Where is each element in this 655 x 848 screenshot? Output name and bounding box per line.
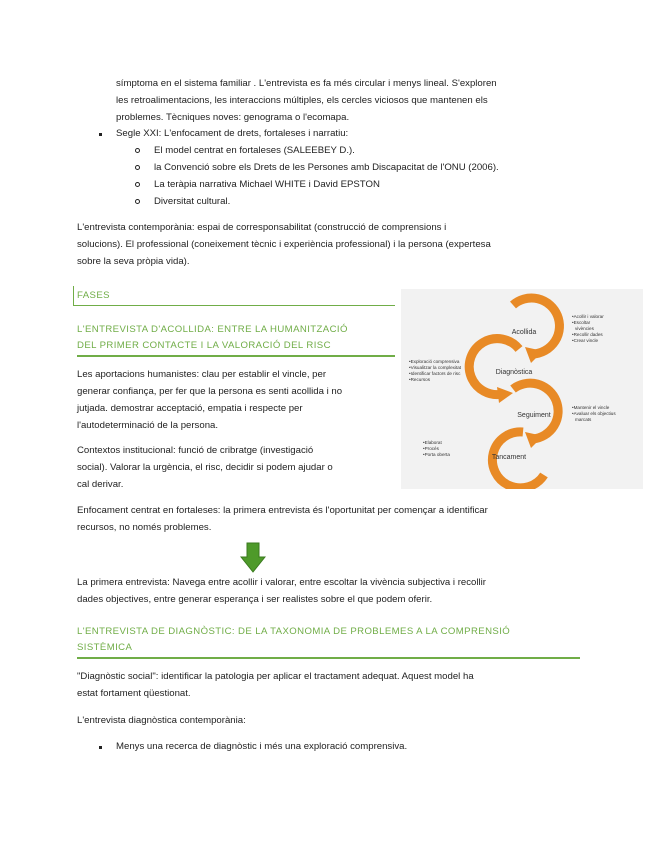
paragraph-line: sobre la seva pròpia vida). — [77, 256, 190, 267]
paragraph-line: estat fortament qüestionat. — [77, 688, 191, 699]
fases-title: FASES — [77, 290, 110, 301]
paragraph-line: Enfocament centrat en fortaleses: la primera entrevista és l'oportunitat per començar a identificar — [77, 505, 488, 516]
intro-line: problemes. Tècniques noves: genograma o l'ecomapa. — [116, 112, 350, 123]
subitem: El model centrat en fortaleses (SALEEBEY D.). — [154, 145, 355, 156]
paragraph-line: jutjada. demostrar acceptació, empatia i respecte per — [77, 403, 303, 414]
note-diagnostica: •Exploració comprensiva — [409, 359, 460, 364]
note-tancament: •Porta oberta — [423, 452, 450, 457]
bullet-circle-icon — [135, 182, 140, 187]
fases-rule — [73, 305, 395, 306]
bullet-diagnostic: Menys una recerca de diagnòstic i més una exploració comprensiva. — [116, 741, 408, 752]
paragraph-line: "Diagnòstic social": identificar la patologia per aplicar el tractament adequat. Aquest model ha — [77, 671, 474, 682]
paragraph-line: dades objectives, entre generar esperança i ser realistes sobre el que podem oferir. — [77, 594, 433, 605]
note-diagnostica: •Identificar factors de risc — [409, 371, 461, 376]
note-acollida: •Acollir i valorar — [572, 314, 604, 319]
note-diagnostica: •Visualitzar la complexitat — [409, 365, 462, 370]
fases-left-border — [73, 286, 74, 306]
acollida-heading: L'ENTREVISTA D'ACOLLIDA: ENTRE LA HUMANITZACIÓ — [77, 324, 348, 335]
bullet-segle-xxi: Segle XXI: L'enfocament de drets, fortaleses i narratiu: — [116, 128, 349, 139]
paragraph-line: cal derivar. — [77, 479, 124, 490]
paragraph-line: generar confiança, per fer que la persona es senti acollida i no — [77, 386, 343, 397]
paragraph-line: Les aportacions humanistes: clau per establir el vincle, per — [77, 369, 327, 380]
cycle-arrowhead-icon — [497, 387, 513, 403]
stage-acollida: Acollida — [511, 329, 537, 336]
phases-cycle-figure — [401, 289, 643, 489]
diagnostic-heading: L'ENTREVISTA DE DIAGNÒSTIC: DE LA TAXONOMIA DE PROBLEMES A LA COMPRENSIÓ — [77, 626, 511, 637]
note-seguiment: •Avaluar els objectius — [572, 411, 616, 416]
paragraph-line: l'autodeterminació de la persona. — [77, 420, 219, 431]
intro-line: les retroalimentacions, les interaccions múltiples, els cercles viciosos que mantenen els — [116, 95, 488, 106]
note-tancament: •Elaborat — [423, 440, 442, 445]
diagnostic-heading: SISTÈMICA — [77, 642, 133, 653]
paragraph-line: Contextos institucional: funció de cribratge (investigació — [77, 445, 314, 456]
acollida-rule — [77, 355, 395, 357]
diagnostic-rule — [77, 657, 580, 659]
acollida-heading: DEL PRIMER CONTACTE I LA VALORACIÓ DEL RISC — [77, 340, 331, 351]
down-arrow-icon — [240, 542, 266, 579]
stage-diagnostica: Diagnòstica — [495, 369, 533, 376]
note-seguiment: marcats — [575, 417, 592, 422]
paragraph-line: social). Valorar la urgència, el risc, decidir si podem ajudar o — [77, 462, 333, 473]
note-acollida: •Recollir dades — [572, 332, 603, 337]
note-tancament: •Procés — [423, 446, 439, 451]
note-seguiment: •Mantenir el vincle — [572, 405, 610, 410]
bullet-circle-icon — [135, 148, 140, 153]
subitem: Diversitat cultural. — [154, 196, 231, 207]
note-diagnostica: •Recursos — [409, 377, 431, 382]
note-acollida: •Crear vincle — [572, 338, 599, 343]
subitem: la Convenció sobre els Drets de les Persones amb Discapacitat de l'ONU (2006). — [154, 162, 499, 173]
bullet-circle-icon — [135, 199, 140, 204]
stage-seguiment: Seguiment — [517, 412, 551, 419]
subitem: La teràpia narrativa Michael WHITE i David EPSTON — [154, 179, 380, 190]
bullet-square-icon — [99, 133, 102, 136]
bullet-circle-icon — [135, 165, 140, 170]
paragraph-line: L'entrevista diagnòstica contemporània: — [77, 715, 246, 726]
intro-line: símptoma en el sistema familiar . L'entrevista es fa més circular i menys lineal. S'exploren — [116, 78, 497, 89]
paragraph-line: La primera entrevista: Navega entre acollir i valorar, entre escoltar la vivència subjectiva i recollir — [77, 577, 486, 588]
note-acollida: •Escoltar — [572, 320, 591, 325]
paragraph-line: recursos, no només problemes. — [77, 522, 212, 533]
paragraph-line: L'entrevista contemporània: espai de corresponsabilitat (construcció de comprensions i — [77, 222, 447, 233]
paragraph-line: solucions). El professional (coneixement tècnic i experiència professional) i la persona (expertesa — [77, 239, 491, 250]
note-acollida: vivències — [575, 326, 594, 331]
bullet-square-icon — [99, 746, 102, 749]
stage-tancament: Tancament — [491, 454, 527, 461]
